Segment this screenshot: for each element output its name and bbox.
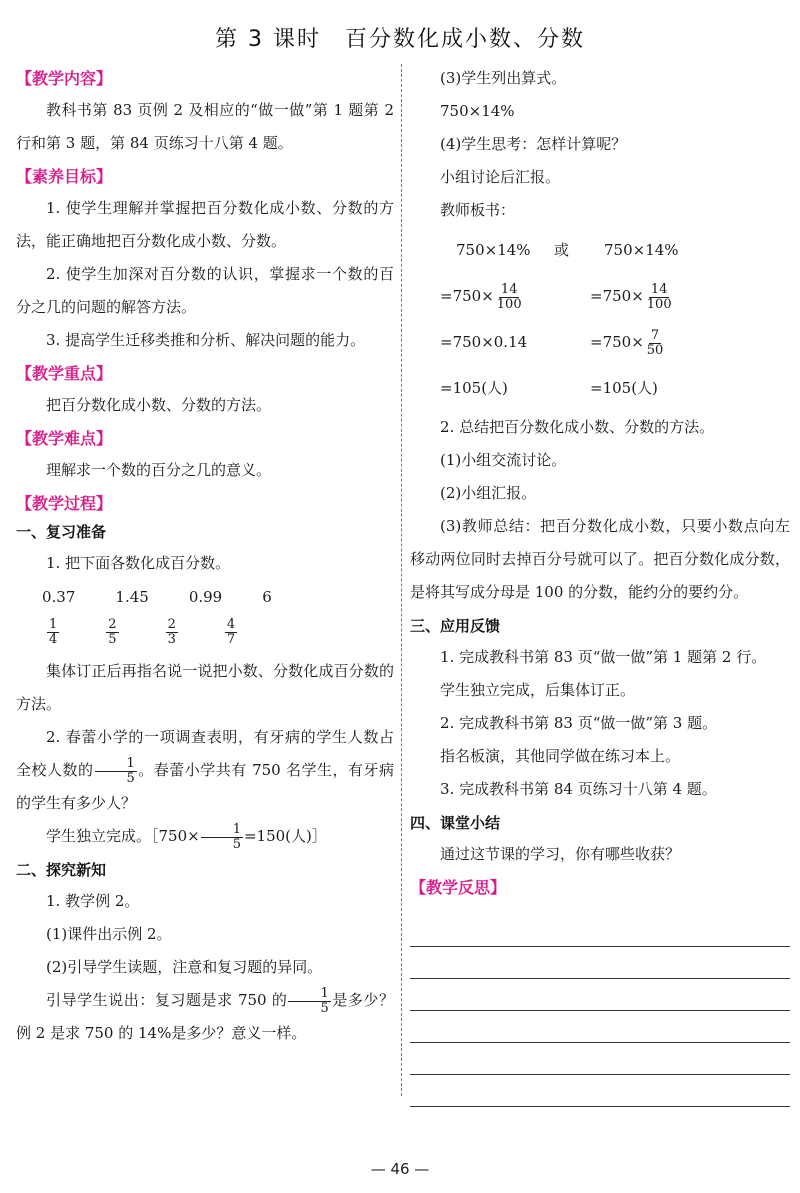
practice-1-note: 学生独立完成，后集体订正。 [440,681,636,699]
writing-line [410,947,790,979]
writing-line [410,1011,790,1043]
review-question-1: 1. 把下面各数化成百分数。 [46,554,231,572]
writing-line [410,979,790,1011]
fraction-one-fifth: $\frac{1}{5}$ [288,987,330,1016]
section-1-heading: 一、复习准备 [16,523,107,541]
example-2-step-1: (1)课件出示例 2。 [46,925,172,943]
summary-step-3: (3)教师总结：把百分数化成小数，只要小数点向左移动两位同时去掉百分号就可以了。把百分数化成分数，是将其写成分母是 100 的分数，能约分的要约分。 [410,517,790,601]
wrap-up-text: 通过这节课的学习，你有哪些收获？ [440,845,681,863]
calc-row-3: =750×0.14 =750× $\frac{7}{50}$ [440,327,664,358]
section-4-heading: 四、课堂小结 [410,814,501,832]
writing-line [410,1043,790,1075]
example-2: 1. 教学例 2。 [46,892,140,910]
fraction-list [16,618,394,647]
reflection-heading: 【教学反思】 [410,878,507,897]
process-heading: 【教学过程】 [16,494,113,513]
step-4: (4)学生思考：怎样计算呢？ [440,135,627,153]
review-summary: 集体订正后再指名说一说把小数、分数化成百分数的方法。 [16,662,394,713]
goal-2: 2. 使学生加深对百分数的认识，掌握求一个数的百分之几的问题的解答方法。 [16,265,394,316]
decimal-item: 0.37 [42,588,76,606]
summary-step: 2. 总结把百分数化成小数、分数的方法。 [440,418,715,436]
fraction-one-fifth: $\frac{1}{5}$ [95,757,137,786]
writing-line [410,1075,790,1107]
summary-step-1: (1)小组交流讨论。 [440,451,567,469]
page-title: 第 3 课时 百分数化成小数、分数 [215,27,585,52]
reflection-lines [410,915,790,1107]
content-text: 教科书第 83 页例 2 及相应的“做一做”第 1 题第 2 行和第 3 题，第 84 页练习十八第 4 题。 [16,101,394,152]
review-answer: 学生独立完成。［750× $\frac{1}{5}$ =150(人)］ [46,821,327,852]
goal-heading: 【素养目标】 [16,167,113,186]
step-3: (3)学生列出算式。 [440,69,567,87]
goal-1: 1. 使学生理解并掌握把百分数化成小数、分数的方法，能正确地把百分数化成小数、分数。 [16,199,394,250]
page-number: — 46 — [370,1160,430,1178]
decimal-item: 6 [262,588,272,606]
practice-3: 3. 完成教科书第 84 页练习十八第 4 题。 [440,780,717,798]
section-2-heading: 二、探究新知 [16,861,107,879]
difficulty-heading: 【教学难点】 [16,429,113,448]
fraction-item: $\frac{1}{4}$ [49,617,58,647]
board-label: 教师板书： [440,201,516,219]
calc-row-2: =750× $\frac{14}{100}$ =750× $\frac{14}{100}$ [440,281,672,312]
calc-row-4: =105(人) =105(人) [440,379,658,397]
discuss-text: 小组讨论后汇报。 [440,168,561,186]
writing-line [410,915,790,947]
fraction-one-fifth: $\frac{1}{5}$ [201,823,243,852]
step-3-expression: 750×14% [440,102,515,120]
difficulty-text: 理解求一个数的百分之几的意义。 [46,461,272,479]
fraction-item: $\frac{2}{5}$ [108,617,117,647]
summary-step-2: (2)小组汇报。 [440,484,537,502]
key-text: 把百分数化成小数、分数的方法。 [46,396,272,414]
review-question-2: 2. 春蕾小学的一项调查表明，有牙病的学生人数占全校人数的 $\frac{1}{5}$ 。春蕾小学共有 750 名学生，有牙病的学生有多少人？ [16,728,394,812]
content-heading: 【教学内容】 [16,69,113,88]
column-divider [401,64,402,1096]
practice-2-note: 指名板演，其他同学做在练习本上。 [440,747,681,765]
calc-row-1: 750×14% 或 750×14% [456,241,679,259]
practice-2: 2. 完成教科书第 83 页“做一做”第 3 题。 [440,714,718,732]
fraction-item: $\frac{4}{7}$ [226,617,236,647]
decimal-item: 0.99 [188,588,223,606]
practice-1: 1. 完成教科书第 83 页“做一做”第 1 题第 2 行。 [440,648,767,666]
decimal-item: 1.45 [115,588,149,606]
key-heading: 【教学重点】 [16,364,113,383]
left-column [16,62,394,1050]
right-column [410,62,790,1107]
fraction-item: $\frac{2}{3}$ [167,617,176,647]
guide-text: 引导学生说出：复习题是求 750 的 $\frac{1}{5}$ 是多少？例 2 是求 750 的 14%是多少？意义一样。 [16,985,394,1042]
decimal-list [16,580,394,614]
goal-3: 3. 提高学生迁移类推和分析、解决问题的能力。 [46,331,366,349]
example-2-step-2: (2)引导学生读题，注意和复习题的异同。 [46,958,323,976]
section-3-heading: 三、应用反馈 [410,617,501,635]
